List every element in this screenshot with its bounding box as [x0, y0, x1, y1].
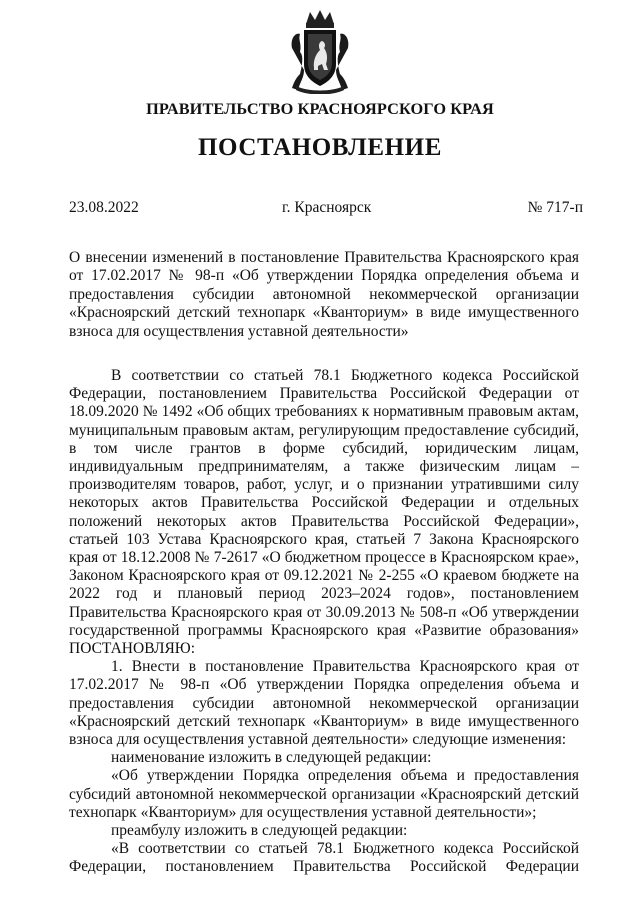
document-subject: О внесении изменений в постановление Правительства Красноярского края от 17.02.2017 № 98-п «Об утверждении Порядка определения объема и предоставления субсидии автономной некоммерческой организации «Красноярский детский технопарк «Кванториум» в виде имущественного взноса для осуществления уставной деятельности»	[69, 249, 579, 340]
paragraph-preamble: В соответствии со статьей 78.1 Бюджетного кодекса Российской Федерации, постановлением Правительства Российской Федерации от 18.09.2020 № 1492 «Об общих требованиях к нормативным правовым актам, муниципальным правовым актам, регулирующим предоставление субсидий, в том числе грантов в форме субсидий, юридическим лицам, индивидуальным предпринимателям, а также физическим лицам – производителям товаров, работ, услуг, и о признании утратившими силу некоторых актов Правительства Российской Федерации и отдельных положений некоторых актов Правительства Российской Федерации», статьей 103 Устава Красноярского края, статьей 7 Закона Красноярского края от 18.12.2008 № 7-2617 «О бюджетном процессе в Красноярском крае», Законом Красноярского края от 09.12.2021 № 2-255 «О краевом бюджете на 2022 год и плановый период 2023–2024 годов», постановлением Правительства Красноярского края от 30.09.2013 № 508-п «Об утверждении государственной программы Красноярского края «Развитие образования» ПОСТАНОВЛЯЮ:	[69, 367, 579, 658]
organization-title: ПРАВИТЕЛЬСТВО КРАСНОЯРСКОГО КРАЯ	[146, 99, 494, 118]
paragraph-new-preamble: «В соответствии со статьей 78.1 Бюджетного кодекса Российской Федерации, постановлением Правительства Российской Федерации	[69, 840, 579, 876]
paragraph-preamble-change: преамбулу изложить в следующей редакции:	[111, 822, 408, 840]
paragraph-clause-1: 1. Внести в постановление Правительства Красноярского края от 17.02.2017 № 98-п «Об утверждении Порядка определения объема и предоставления субсидии автономной некоммерческой организации «Красноярский детский технопарк «Кванториум» в виде имущественного взноса для осуществления уставной деятельности» следующие изменения:	[69, 658, 579, 749]
document-body	[69, 367, 579, 877]
document-type-title: ПОСТАНОВЛЕНИЕ	[197, 134, 443, 161]
paragraph-new-name: «Об утверждении Порядка определения объема и предоставления субсидий автономной некоммерческой организации «Красноярский детский технопарк «Кванториум» для осуществления уставной деятельности»;	[69, 767, 579, 821]
document-date: 23.08.2022	[69, 199, 139, 216]
paragraph-name-change: наименование изложить в следующей редакции:	[111, 749, 432, 767]
document-number: № 717-п	[527, 199, 583, 216]
krasnoyarsk-coat-of-arms-icon	[288, 8, 352, 94]
document-city: г. Красноярск	[282, 199, 372, 216]
